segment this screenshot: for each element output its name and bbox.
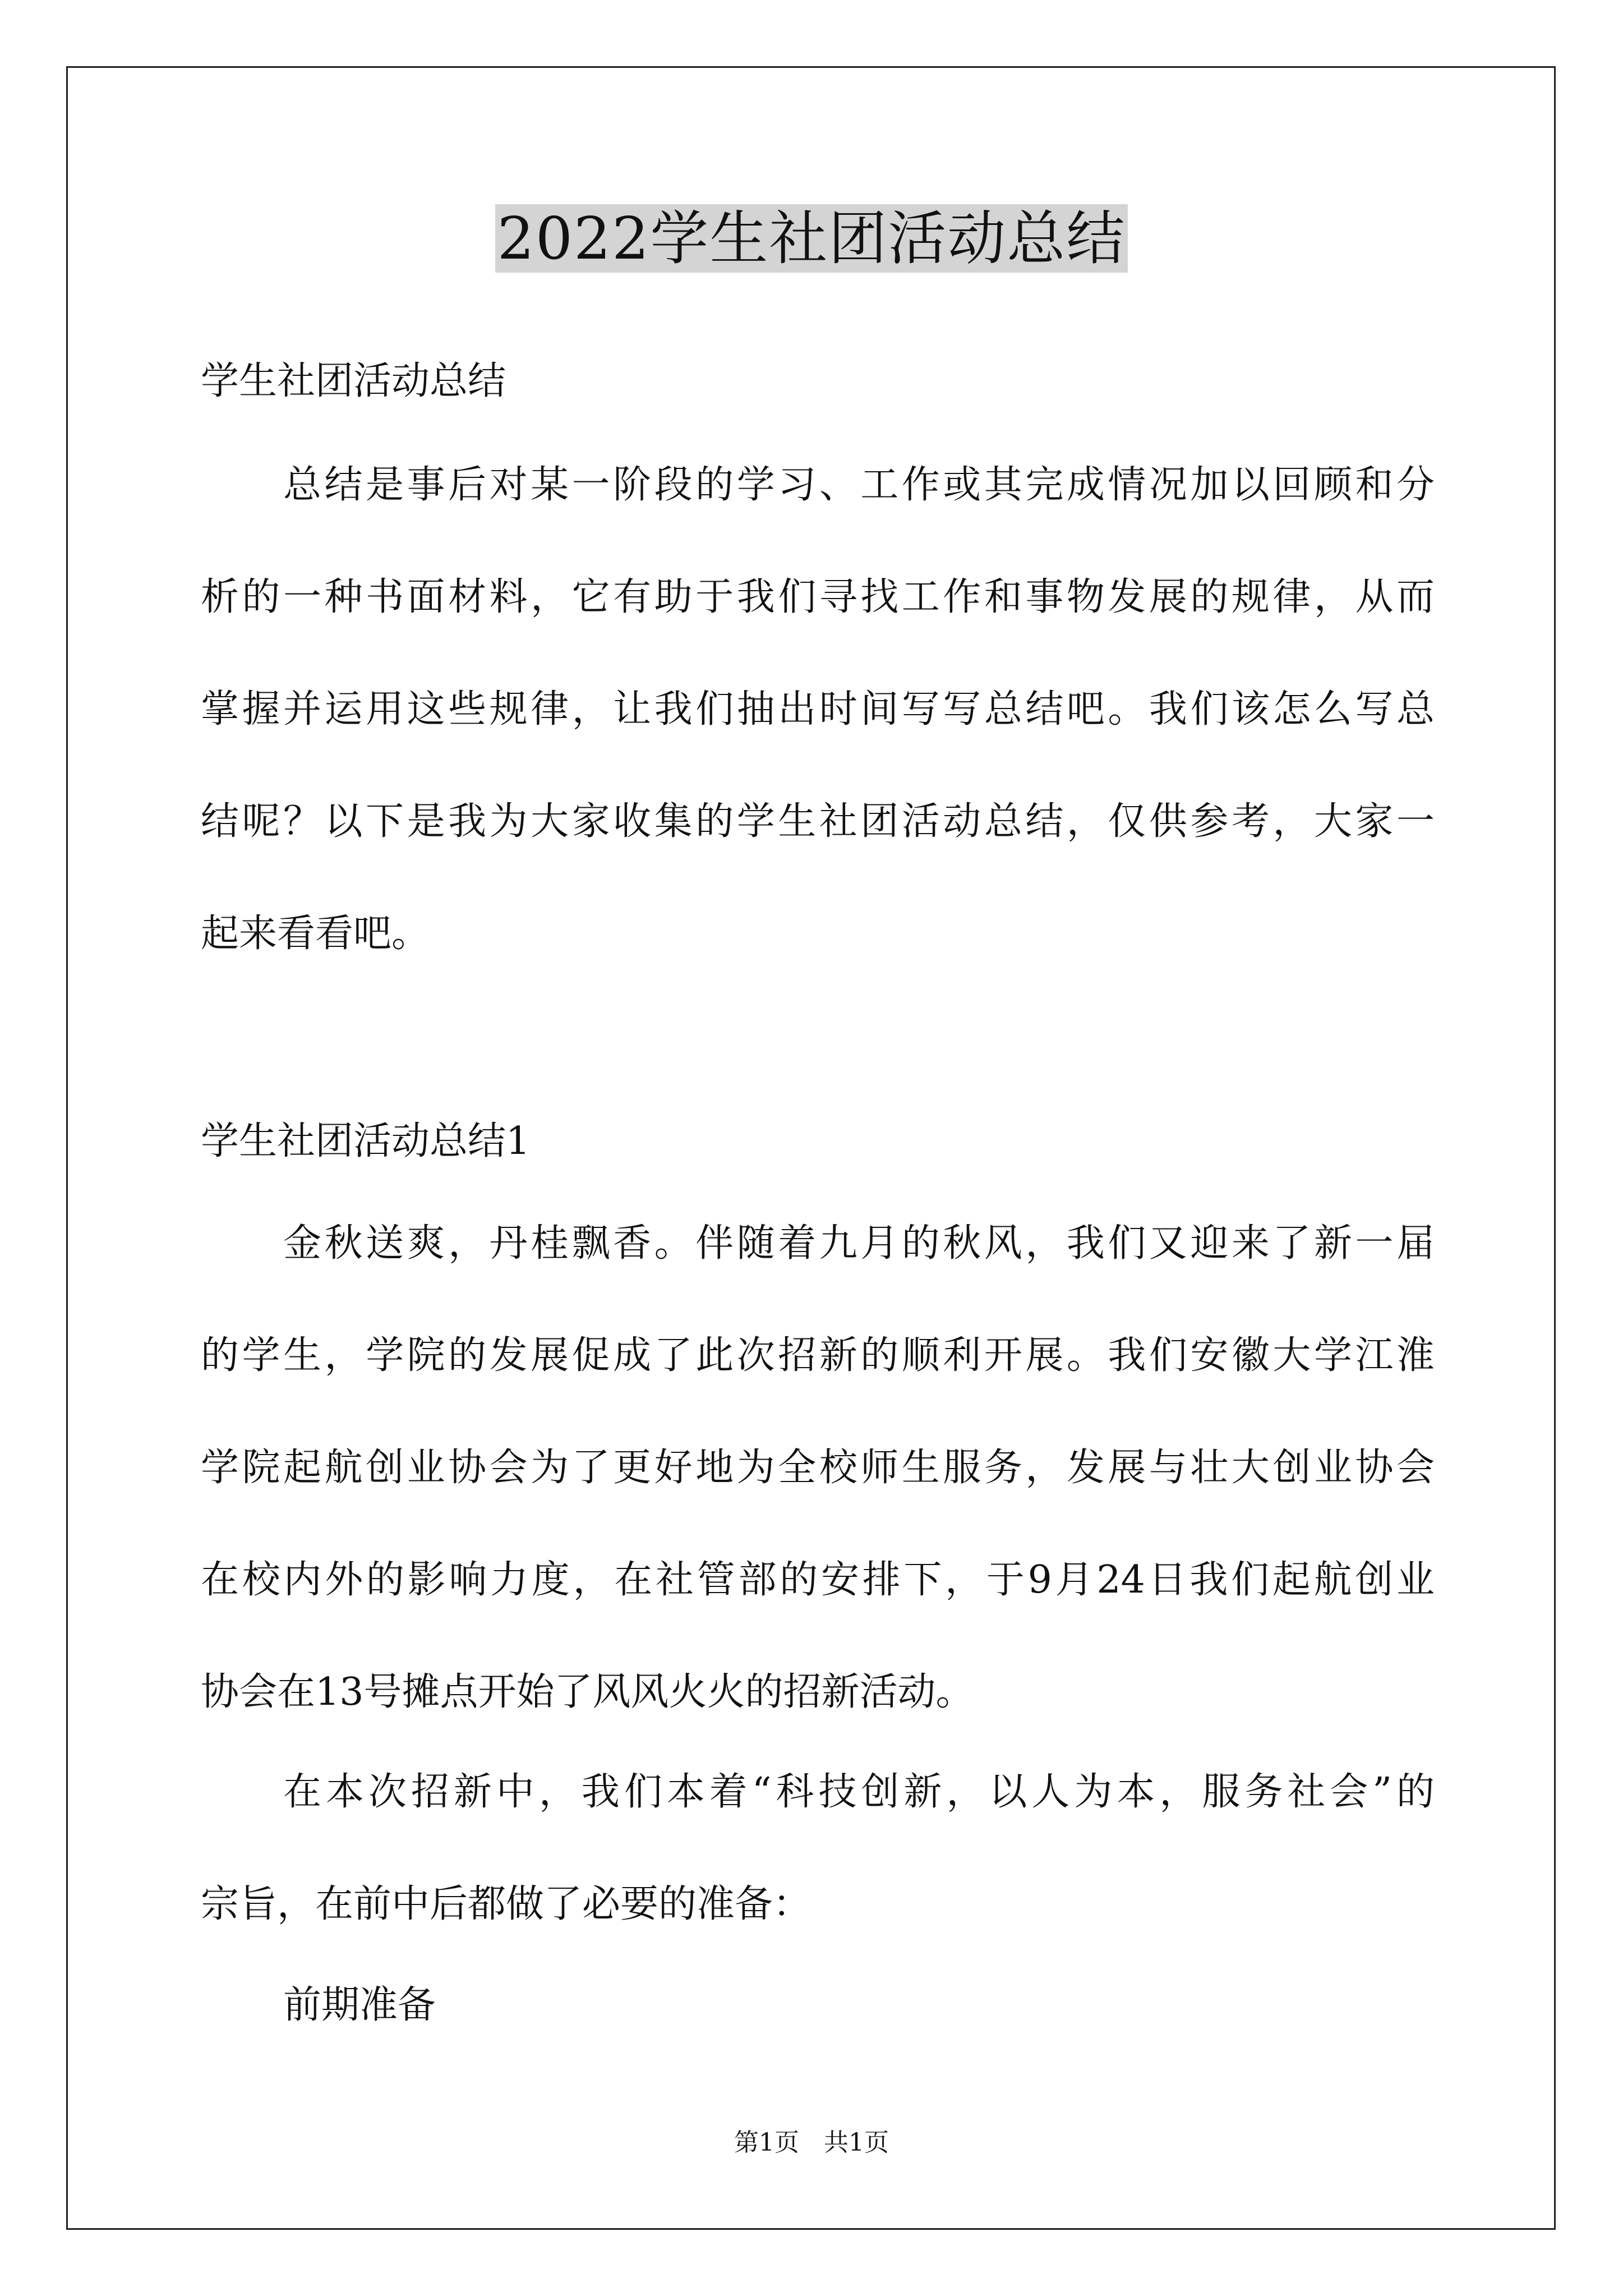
paragraph-line: 宗旨，在前中后都做了必要的准备：	[201, 1882, 811, 1926]
paragraph-line: 在本次招新中，我们本着“科技创新，以人为本，服务社会”的	[283, 1770, 1435, 1814]
paragraph-line: 在校内外的影响力度，在社管部的安排下，于9月24日我们起航创业	[201, 1558, 1435, 1602]
page-footer: 第1页 共1页	[734, 2128, 889, 2157]
sub-heading: 前期准备	[283, 1983, 436, 2027]
paragraph-line: 学院起航创业协会为了更好地为全校师生服务，发展与壮大创业协会	[201, 1446, 1435, 1490]
paragraph-line: 掌握并运用这些规律，让我们抽出时间写写总结吧。我们该怎么写总	[201, 687, 1435, 731]
paragraph-line: 协会在13号摊点开始了风风火火的招新活动。	[201, 1670, 974, 1714]
paragraph-line: 总结是事后对某一阶段的学习、工作或其完成情况加以回顾和分	[283, 463, 1435, 507]
section-heading: 学生社团活动总结1	[201, 1119, 531, 1163]
document-title	[0, 199, 1623, 278]
paragraph-line: 结呢？以下是我为大家收集的学生社团活动总结，仅供参考，大家一	[201, 799, 1435, 844]
paragraph-line: 的学生，学院的发展促成了此次招新的顺利开展。我们安徽大学江淮	[201, 1333, 1435, 1378]
section-heading: 学生社团活动总结	[201, 359, 506, 403]
document-title-text: 2022学生社团活动总结	[495, 204, 1128, 273]
paragraph-line: 析的一种书面材料，它有助于我们寻找工作和事物发展的规律，从而	[201, 575, 1435, 619]
paragraph-line: 金秋送爽，丹桂飘香。伴随着九月的秋风，我们又迎来了新一届	[283, 1221, 1435, 1266]
paragraph-line: 起来看看吧。	[201, 912, 430, 956]
